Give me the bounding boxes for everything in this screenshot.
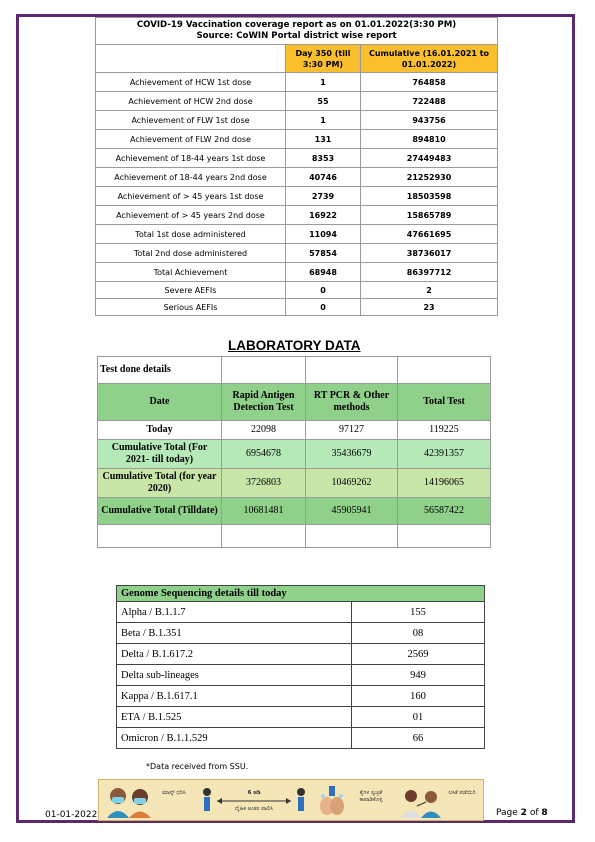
variant-name: Delta / B.1.617.2 [117,644,352,665]
row-label: Achievement of HCW 2nd dose [96,92,286,111]
row-label: Today [98,421,222,440]
distance-value: 6 ಅಡಿ [247,790,261,796]
table-row [98,469,491,498]
table-row [96,130,498,149]
hand-wash-icon [315,784,349,818]
vaccine-text: ಲಸಿಕೆ ಪಡೆಯಿರಿ [448,790,476,796]
lab-title: LABORATORY DATA [228,338,361,353]
banner-hands-section [315,784,395,818]
col-cumulative-header: Cumulative (16.01.2021 to 01.01.2022) [361,45,498,73]
variant-name: Kappa / B.1.617.1 [117,686,352,707]
cumulative-value: 47661695 [361,225,498,244]
variant-name: Delta sub-lineages [117,665,352,686]
row-label: Achievement of HCW 1st dose [96,73,286,92]
variant-count: 66 [352,728,485,749]
col-rapid-header: Rapid Antigen Detection Test [222,384,306,421]
rtpcr-value: 35436679 [306,440,398,469]
vaccination-table [95,17,498,316]
day-value: 1 [286,111,361,130]
day-value: 57854 [286,244,361,263]
row-label: Achievement of > 45 years 2nd dose [96,206,286,225]
lab-table [97,356,491,548]
total-value: 42391357 [398,440,491,469]
row-label: Serious AEFIs [96,299,286,316]
total-value: 56587422 [398,498,491,525]
banner-mask-section [105,784,195,818]
table-row [96,111,498,130]
table-row [96,244,498,263]
cumulative-value: 23 [361,299,498,316]
row-label: Severe AEFIs [96,282,286,299]
col-date-header: Date [98,384,222,421]
total-value: 14196065 [398,469,491,498]
col-day-header: Day 350 (till 3:30 PM) [286,45,361,73]
distance-text: ದೈಹಿಕ ಅಂತರ ಪಾಲಿಸಿ [234,806,274,812]
table-row [117,728,485,749]
footer-date: 01-01-2022 [45,810,98,820]
row-label: Total 2nd dose administered [96,244,286,263]
day-value: 11094 [286,225,361,244]
banner-distance-section [199,784,309,818]
awareness-banner [98,779,484,821]
row-label: Achievement of 18-44 years 2nd dose [96,168,286,187]
table-row [98,440,491,469]
table-row [117,644,485,665]
row-label: Achievement of FLW 2nd dose [96,130,286,149]
day-value: 55 [286,92,361,111]
row-label: Cumulative Total (Tilldate) [98,498,222,525]
table-row [117,623,485,644]
day-value: 68948 [286,263,361,282]
table-row [96,206,498,225]
table-row [98,421,491,440]
row-label: Total 1st dose administered [96,225,286,244]
hands-text: ಕೈಗಳ ಸ್ವಚ್ಛತೆ ಕಾಪಾಡಿಕೊಳ್ಳಿ [359,790,383,803]
table-row [96,187,498,206]
day-value: 0 [286,282,361,299]
rtpcr-value: 97127 [306,421,398,440]
variant-name: Omicron / B.1.1.529 [117,728,352,749]
cumulative-value: 764858 [361,73,498,92]
vaccination-title-line1: COVID-19 Vaccination coverage report as on 01.01.2022(3:30 PM) [136,20,457,30]
rapid-value: 3726803 [222,469,306,498]
rtpcr-value: 45905941 [306,498,398,525]
table-row [117,665,485,686]
row-label: Achievement of FLW 1st dose [96,111,286,130]
variant-count: 08 [352,623,485,644]
day-value: 0 [286,299,361,316]
cumulative-value: 15865789 [361,206,498,225]
lab-header-row [98,384,491,421]
mask-text: ಮಾಸ್ಕ್ ಧರಿಸಿ [162,790,186,796]
row-label: Cumulative Total (For 2021- till today) [98,440,222,469]
data-source-note: *Data received from SSU. [146,762,249,771]
table-row [96,282,498,299]
cumulative-value: 18503598 [361,187,498,206]
table-row [96,168,498,187]
genome-title: Genome Sequencing details till today [117,586,485,602]
cumulative-value: 894810 [361,130,498,149]
day-value: 1 [286,73,361,92]
day-value: 2739 [286,187,361,206]
variant-count: 2569 [352,644,485,665]
test-details-label: Test done details [98,357,222,384]
rtpcr-value: 10469262 [306,469,398,498]
table-row [96,299,498,316]
cumulative-value: 38736017 [361,244,498,263]
table-row [96,225,498,244]
variant-name: ETA / B.1.525 [117,707,352,728]
banner-vaccine-section [399,784,481,818]
masked-people-icon [105,784,155,818]
variant-count: 01 [352,707,485,728]
total-value: 119225 [398,421,491,440]
table-row [96,73,498,92]
rapid-value: 22098 [222,421,306,440]
table-row [98,498,491,525]
day-value: 16922 [286,206,361,225]
table-row [117,686,485,707]
day-value: 8353 [286,149,361,168]
table-row [96,149,498,168]
variant-count: 155 [352,602,485,623]
cumulative-value: 21252930 [361,168,498,187]
vaccination-icon [399,784,443,818]
genome-table [116,585,485,749]
col-rtpcr-header: RT PCR & Other methods [306,384,398,421]
cumulative-value: 2 [361,282,498,299]
table-row [117,602,485,623]
vaccination-header-row [96,45,498,73]
col-total-header: Total Test [398,384,491,421]
cumulative-value: 722488 [361,92,498,111]
variant-name: Alpha / B.1.1.7 [117,602,352,623]
cumulative-value: 27449483 [361,149,498,168]
day-value: 131 [286,130,361,149]
table-row [117,707,485,728]
row-label: Achievement of > 45 years 1st dose [96,187,286,206]
variant-count: 160 [352,686,485,707]
rapid-value: 10681481 [222,498,306,525]
rapid-value: 6954678 [222,440,306,469]
table-row [96,92,498,111]
vaccination-title [96,18,498,45]
row-label: Total Achievement [96,263,286,282]
variant-name: Beta / B.1.351 [117,623,352,644]
row-label: Achievement of 18-44 years 1st dose [96,149,286,168]
vaccination-title-line2: Source: CoWIN Portal district wise report [196,31,397,41]
cumulative-value: 86397712 [361,263,498,282]
table-row [96,263,498,282]
variant-count: 949 [352,665,485,686]
page-number: Page 2 of 8 [496,808,548,818]
cumulative-value: 943756 [361,111,498,130]
row-label: Cumulative Total (for year 2020) [98,469,222,498]
day-value: 40746 [286,168,361,187]
